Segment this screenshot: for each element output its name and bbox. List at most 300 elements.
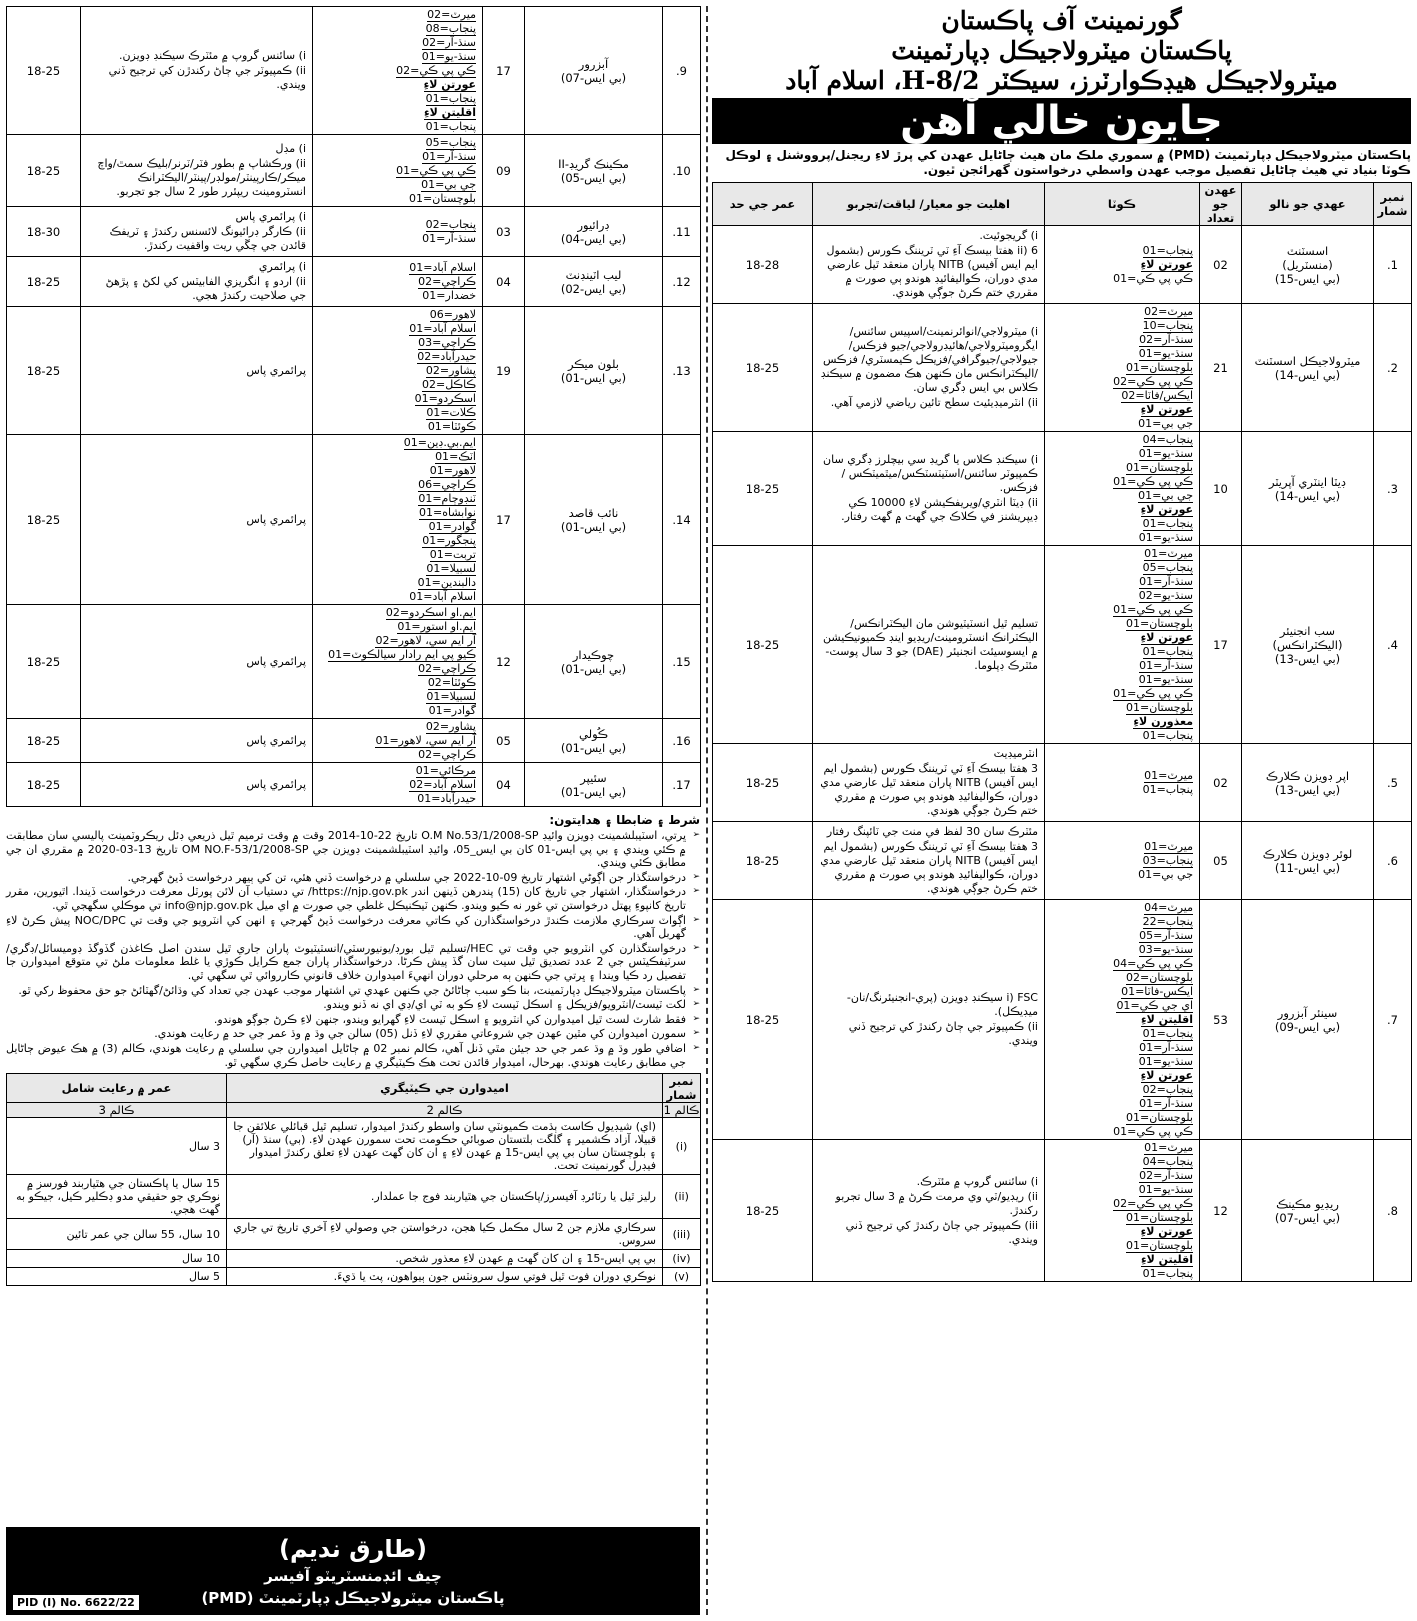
serial-number: 6.	[1374, 822, 1412, 900]
rule-item: ➢ اڳواٽ سرڪاري ملازمت ڪندڙ درخواستگذارن کي ڪاتي معرفت درخواست ڏيڻ گهرجي ۽ انهن کي انٽرويو جي وقت تي NOC/DPC پيش ڪرڻ لاءِ گهربل آهي.	[6, 914, 686, 941]
post-name-line: (بي ايس-07)	[1274, 1210, 1341, 1225]
quota-item: ڪي پي ڪي=01	[1113, 687, 1193, 700]
age-row-relaxation: 5 سال	[7, 1268, 227, 1286]
quota-item: پنجاب=01	[1142, 517, 1193, 530]
quota-item: خضدار=01	[422, 289, 476, 302]
qualification-line: ii) ريڊيو/ٽي وي مرمت ڪرڻ ۾ 3 سال تجربو رکندڙ.	[835, 1189, 1038, 1217]
serial-number: 7.	[1374, 900, 1412, 1140]
post-count: 12	[1200, 1140, 1242, 1282]
quota-item: پنجاب=22	[1142, 915, 1193, 928]
age-limit: 18-25	[713, 546, 813, 744]
quota-item: پنجگور=01	[422, 534, 476, 547]
age-row-relaxation: 10 سال	[7, 1250, 227, 1268]
rule-item: ➢ ڀرتي، اسٽيبلشمينٽ ڊويزن وائيڊ O.M No.53/1/2008-SP تاريخ 22-10-2014 وقت ۾ وقت ترميم ٿيل ذريعي ڊئل ريڪروٽمينٽ پاليسي سان مطابقت ۾ ڪئي ويندي ۽ بي پي ايس-01 کان بي ايس_05، وائيڊ اسٽيبلشمينٽ ڊويزن جي OM NO.F-53/1/2008-SP تاريخ 13-03-2020 ۾ مقرري ان جي مطابق ڪئي ويندي.	[6, 829, 686, 870]
quota-item: بلوچستان=01	[1126, 1111, 1193, 1124]
quota-item: سنڌ-آر=02	[1139, 333, 1193, 346]
qualification-cell	[813, 546, 1045, 744]
quota-item: لاهور=06	[429, 308, 476, 321]
quota-item: ايم.او استور=01	[397, 620, 476, 633]
quota-cell	[313, 135, 483, 207]
qualification-line: پرائمري پاس	[246, 363, 306, 377]
post-name-line: (منسٽريل)	[1282, 257, 1333, 272]
qualification-line: i) گريجوئيٽ.	[979, 229, 1038, 242]
post-name-line: اسسٽنٽ	[1286, 243, 1329, 258]
pid-number: PID (I) No. 6622/22	[12, 1594, 140, 1611]
age-table-body	[7, 1118, 701, 1286]
age-row-number: (iv)	[663, 1250, 701, 1268]
post-name-line: (بي ايس-01)	[560, 784, 627, 799]
serial-number: 5.	[1374, 744, 1412, 822]
qualification-cell	[813, 226, 1045, 304]
quota-item: جي بي=01	[1138, 868, 1193, 881]
left-column	[6, 6, 700, 1615]
post-count: 04	[483, 257, 525, 307]
rule-item: ➢ لکت ٽيسٽ/انٽرويو/فزيڪل ۽ اسڪل ٽيسٽ لاءِ ڪو به ٽي اي/ڊي اي نه ڏنو ويندو.	[6, 998, 686, 1012]
quota-item: پشاور=02	[425, 364, 476, 377]
quota-heading: عورتن لاءِ	[1140, 1225, 1193, 1238]
quota-cell	[1045, 546, 1200, 744]
post-name-line: آبزرور	[578, 56, 609, 71]
post-name	[525, 307, 663, 435]
serial-number: 9.	[663, 7, 701, 135]
quota-item: ڪي پي ڪي=04	[1113, 957, 1193, 970]
right-table-body	[713, 226, 1412, 1282]
post-name-line: (بي ايس-02)	[560, 281, 627, 296]
rule-item: ➢ فقط شارٽ لسٽ ٿيل اميدوارن کي انٽرويو ۽ اسڪل ٽيسٽ لاءِ گهرايو ويندو، جنهن لاءِ ڪرڻ جوڳو هوندو.	[6, 1013, 686, 1027]
post-name-line: (بي ايس-15)	[1274, 271, 1341, 286]
qualification-line: 3 هفتا بيسڪ آءِ ٽي ٽريننگ ڪورس (بشمول ايم ايس آفيس) NITB پاران منعقد ٿيل عارضي مدي دوران، ڪواليفائيڊ هوندو ٻي صورت ۾ مقرري ختم ڪرڻ جوڳي هوندي.	[820, 762, 1038, 817]
quota-item: پنجاب=10	[1142, 319, 1193, 332]
quota-item: ڪي پي ڪي=01	[1113, 1125, 1193, 1138]
quota-item: سنڌ-يو=01	[421, 50, 476, 63]
quota-item: سنڌ-يو=02	[1138, 589, 1193, 602]
post-name	[1242, 546, 1374, 744]
quota-item: اسلام آباد=01	[409, 590, 476, 603]
post-name	[1242, 822, 1374, 900]
quota-item: پنجاب=05	[1142, 561, 1193, 574]
qualification-cell	[813, 744, 1045, 822]
rule-item: ➢ درخواستگذار، اشتهار جي تاريخ کان (15) پندرهن ڏينهن اندر https://njp.gov.pk/ تي دستياب آن لائن پورٽل معرفت درخواست ڏيندا. اٿيورين، مقرر تاريخ کانپوءِ پهتل درخواستن تي غور نه ڪيو ويندو. ڪنهن ٽيڪنيڪل غلطي جي صورت ۾ اي ميل info@njp.gov.pk تي موڪلي سگهجي ٿي.	[6, 885, 686, 912]
table-row	[7, 257, 701, 307]
quota-item: گوادر=01	[428, 520, 476, 533]
quota-item: پنجاب=01	[1142, 729, 1193, 742]
quota-item: پنجاب=01	[1142, 1027, 1193, 1040]
post-count: 17	[483, 435, 525, 605]
post-name-line: (بي ايس-01)	[560, 661, 627, 676]
quota-item: پنجاب=02	[425, 218, 476, 231]
age-limit: 18-25	[713, 822, 813, 900]
qualification-line: ii) ڪارگر ڊرائيونگ لائسنس رکندڙ ۽ ٽريفڪ قائدن جي چڱي ريت واقفيت رکندڙ.	[109, 225, 306, 252]
age-limit: 18-25	[7, 605, 81, 719]
quota-item: پنجاب=02	[1142, 1083, 1193, 1096]
organization-name: پاڪستان ميٽرولاجيڪل ڊپارٽمينٽ (PMD)	[201, 1589, 505, 1607]
right-column	[712, 6, 1411, 1615]
left-table-body	[7, 7, 701, 807]
qualification-line: iii) ڪمپيوٽر جي ڄاڻ رکندڙ کي ترجيح ڏني ويندي.	[845, 1218, 1038, 1246]
quota-item: ميرٽ=01	[1144, 547, 1193, 560]
post-name-line: (بي ايس-14)	[1274, 488, 1341, 503]
qualification-line: ii) ورڪشاپ ۾ بطور فٽر/ٽرنر/بليڪ سمٿ/واچ ميڪر/ڪارپينٽر/مولڊر/پينٽر/اليڪٽرانڪ انسٽرومينٽ ريپئرر طور 2 سال جو تجربو.	[97, 157, 306, 198]
post-count: 09	[483, 135, 525, 207]
quota-cell	[313, 719, 483, 763]
serial-number: 8.	[1374, 1140, 1412, 1282]
quota-item: اسڪردو=01	[414, 392, 476, 405]
qualification-line: ii) ڪمپيوٽر جي ڄاڻ رکندڙن کي ترجيح ڏني ويندي.	[108, 64, 306, 91]
quota-item: ڪاڪل=02	[422, 378, 476, 391]
quota-item: ڪي پي ڪي=02	[1113, 1197, 1193, 1210]
qualification-cell	[813, 304, 1045, 432]
table-row	[713, 822, 1412, 900]
quota-item: ٽنڊوڄام=01	[418, 492, 476, 505]
post-name	[1242, 226, 1374, 304]
table-row	[7, 719, 701, 763]
serial-number: 12.	[663, 257, 701, 307]
post-name-line: بلون ميڪر	[567, 356, 619, 371]
qualification-line: i) سيڪنڊ ڪلاس يا گريڊ سي بيچلرز ڊگري سان ڪمپيوٽر سائنس/اسٽيٽسٽڪس/ميٿميٽڪس / فزڪس.	[823, 453, 1038, 494]
post-name	[1242, 1140, 1374, 1282]
quota-item: ڪراچي=03	[418, 336, 476, 349]
quota-item: مرڪائي=01	[415, 764, 476, 777]
post-name-line: (بي ايس-14)	[1274, 367, 1341, 382]
rule-item: ➢ سمورن اميدوارن کي مٿين عهدن جي شروعاتي مقرري لاءِ ڏنل (05) سالن جي وڌ ۾ وڌ عمر جي حد ۾ رعايت هوندي.	[6, 1027, 686, 1041]
post-count: 17	[1200, 546, 1242, 744]
qualification-line: انٽرميڊيٽ	[993, 747, 1038, 760]
table-row	[7, 435, 701, 605]
quota-cell	[1045, 1140, 1200, 1282]
rule-item: ➢ پاڪستان ميٽرولاجيڪل ڊپارٽمينٽ، بنا ڪو سبب ڄاڻائڻ جي ڪنهن عهدي تي اشتهار موجب عهدن جي تعداد کي وڌائڻ/گهٽائڻ جو حق محفوظ رکي ٿو.	[6, 984, 686, 998]
quota-item: ايڪس-فاٽا=01	[1121, 985, 1193, 998]
post-name-line: (بي ايس-05)	[560, 170, 627, 185]
post-name-line: سئيپر	[580, 770, 607, 785]
serial-number: 2.	[1374, 304, 1412, 432]
post-name-line: (بي ايس-01)	[560, 370, 627, 385]
quota-item: اسلام آباد=01	[409, 322, 476, 335]
table-header-row	[713, 183, 1412, 226]
serial-number: 3.	[1374, 432, 1412, 546]
age-row	[7, 1118, 701, 1175]
age-limit: 18-25	[7, 307, 81, 435]
quota-cell	[1045, 226, 1200, 304]
quota-item: ڪي پي ڪي=01	[396, 164, 476, 177]
age-row	[7, 1175, 701, 1219]
age-limit: 18-25	[713, 1140, 813, 1282]
post-count: 02	[1200, 744, 1242, 822]
quota-item: ميرٽ=01	[1144, 840, 1193, 853]
age-limit: 18-25	[7, 763, 81, 807]
post-count: 05	[1200, 822, 1242, 900]
post-name-line: (بي ايس-01)	[560, 519, 627, 534]
quota-heading: عورتن لاءِ	[1140, 1069, 1193, 1082]
qualification-line: ii) ڪمپيوٽر جي ڄاڻ رکندڙ کي ترجيح ڏني ويندي.	[848, 1020, 1038, 1047]
qualification-line: پرائمري پاس	[246, 654, 306, 668]
serial-number: 13.	[663, 307, 701, 435]
quota-heading: عورتن لاءِ	[423, 78, 476, 91]
quota-item: سنڌ-آر=01	[422, 150, 476, 163]
age-row	[7, 1268, 701, 1286]
qualification-line: ii) اردو ۽ انگريزي الفابيٽس کي لکڻ ۽ پڙهڻ جي صلاحيت رکندڙ هجي.	[105, 275, 306, 302]
age-limit: 18-30	[7, 207, 81, 257]
age-limit: 18-25	[713, 744, 813, 822]
qualification-line: i) پرائمري	[258, 260, 306, 273]
quota-item: ايم.بي.ڊين=01	[403, 436, 476, 449]
quota-cell	[1045, 304, 1200, 432]
table-row	[7, 763, 701, 807]
serial-number: 16.	[663, 719, 701, 763]
quota-heading: عورتن لاءِ	[1140, 403, 1193, 416]
quota-item: حيدرآباد=01	[417, 792, 476, 805]
quota-item: پنجاب=05	[425, 136, 476, 149]
quota-item: ڪراچي=02	[418, 748, 476, 761]
post-name	[525, 719, 663, 763]
post-name-line: (بي ايس-01)	[560, 740, 627, 755]
vacancy-table-left	[6, 6, 701, 807]
quota-item: بلوچستان=01	[1126, 361, 1193, 374]
age-limit: 18-25	[7, 7, 81, 135]
quota-item: جي بي=01	[1138, 489, 1193, 502]
post-name	[525, 207, 663, 257]
quota-item: ڪلات=01	[426, 406, 476, 419]
post-name	[525, 135, 663, 207]
quota-item: بلوچستان=01	[1126, 461, 1193, 474]
post-name-line: (اليڪٽرانڪس)	[1272, 637, 1343, 652]
officer-name: (طارق نديم)	[279, 1535, 427, 1563]
age-row-number: (ii)	[663, 1175, 701, 1219]
quota-heading: اقليتن لاءِ	[424, 106, 476, 119]
quota-item: سنڌ-آر=02	[1139, 1169, 1193, 1182]
post-count: 53	[1200, 900, 1242, 1140]
quota-item: سنڌ-يو=01	[1138, 447, 1193, 460]
post-name	[1242, 304, 1374, 432]
quota-item: ڪي پي ڪي=02	[396, 64, 476, 77]
quota-cell	[313, 763, 483, 807]
quota-item: سنڌ-يو=01	[1138, 531, 1193, 544]
qualification-line: پرائمري پاس	[246, 512, 306, 526]
age-header-no: نمبر شمار	[663, 1074, 701, 1103]
quota-item: ڪي پي ڪي=01	[1113, 475, 1193, 488]
qualification-cell	[813, 432, 1045, 546]
quota-cell	[1045, 900, 1200, 1140]
quota-item: اي جي ڪي=01	[1116, 999, 1193, 1012]
qualification-cell	[813, 900, 1045, 1140]
quota-item: ڪي پي ڪي=02	[1113, 375, 1193, 388]
post-name-line: (بي ايس-11)	[1274, 860, 1341, 875]
post-count: 05	[483, 719, 525, 763]
qualification-line: i) سائنس گروپ ۾ مئٽرڪ.	[916, 1174, 1038, 1188]
quota-item: لسبيلا=01	[426, 562, 476, 575]
quota-item: بلوچستان=01	[1126, 617, 1193, 630]
quota-item: پنجاب=01	[1142, 783, 1193, 796]
age-header-rel: عمر ۾ رعايت شامل	[7, 1074, 227, 1103]
table-row	[713, 900, 1412, 1140]
age-limit: 18-25	[7, 135, 81, 207]
table-row	[713, 1140, 1412, 1282]
quota-item: گوادر=01	[428, 704, 476, 717]
post-name-line: مڪينڪ گريڊ-II	[558, 156, 629, 171]
quota-item: لاهور=01	[429, 464, 476, 477]
quota-item: ڪراچي=02	[418, 662, 476, 675]
age-row	[7, 1250, 701, 1268]
post-name-line: سب انجنيئر	[1279, 623, 1336, 638]
age-row-relaxation: 15 سال يا پاڪستان جي هٿياربند فورسز ۾ نوڪري جو حقيقي مدو ڊڪلير ڪيل، جيڪو به گهٽ هجي.	[7, 1175, 227, 1219]
quota-item: بلوچستان=01	[1126, 1211, 1193, 1224]
quota-item: بلوچستان=01	[1126, 701, 1193, 714]
post-count: 19	[483, 307, 525, 435]
quota-item: ميرٽ=04	[1144, 901, 1193, 914]
header-line-1: گورنمينٽ آف پاڪستان	[941, 6, 1182, 35]
table-row	[7, 307, 701, 435]
quota-item: سنڌ-آر=01	[422, 232, 476, 245]
post-name-line: لوئر ڊويزن ڪلارڪ	[1262, 846, 1353, 861]
quota-item: ايڪس/فاٽا=02	[1121, 389, 1193, 402]
table-row	[7, 605, 701, 719]
age-limit: 18-25	[7, 257, 81, 307]
quota-item: سنڌ-يو=01	[1138, 1055, 1193, 1068]
serial-number: 4.	[1374, 546, 1412, 744]
qualification-line: ii) ڊيٽا انٽري/ويريفڪيشن لاءِ 10000 ڪي ڊيپريشنز في ڪلاڪ جي گهٽ ۾ گهٽ رفتار.	[841, 496, 1038, 523]
age-row	[7, 1219, 701, 1250]
quota-item: بلوچستان=01	[1126, 1239, 1193, 1252]
header-age: عمر جي حد	[713, 183, 813, 226]
quota-item: ميرٽ=02	[427, 8, 476, 21]
age-row-number: (iii)	[663, 1219, 701, 1250]
post-name	[525, 763, 663, 807]
quota-item: دالبندين=01	[417, 576, 476, 589]
post-name-line: ڪُولي	[578, 726, 608, 741]
intro-text: پاڪستان ميٽرولاجيڪل ڊپارٽمينٽ (PMD) ۾ سموري ملڪ مان هيٺ ڄاڻايل عهدن کي پرڙ لاءِ ريجنل/پرووشنل ۽ لوڪل ڪوٽا بنياد تي هيٺ ڄاڻايل تفصيل موجب عهدن واسطي درخواستون گهرائجن ٿيون.	[725, 148, 1411, 177]
quota-heading: عورتن لاءِ	[1140, 258, 1193, 271]
qualification-line: تسليم ٿيل انسٽيٽيوشن مان اليڪٽرانڪس/ اليڪٽرانڪ انسٽرومينٽ/ريڊيو اينڊ ڪميونيڪيشن ۾ ايسوسيئٽ انجنيئر (DAE) جو 3 سال پوسٽ-مئٽرڪ ڊپلوما.	[823, 616, 1038, 672]
qualification-cell	[81, 135, 313, 207]
age-row-number: (i)	[663, 1118, 701, 1175]
quota-item: پنجاب=08	[425, 22, 476, 35]
rules-title: شرط ۽ ضابطا ۽ هدايتون:	[549, 813, 700, 827]
serial-number: 10.	[663, 135, 701, 207]
age-limit: 18-28	[713, 226, 813, 304]
age-limit: 18-25	[713, 432, 813, 546]
post-name-line: ريڊيو مڪينڪ	[1276, 1196, 1339, 1211]
post-count: 10	[1200, 432, 1242, 546]
age-sub-row	[7, 1103, 701, 1118]
post-count: 12	[483, 605, 525, 719]
post-name	[525, 7, 663, 135]
table-row	[713, 744, 1412, 822]
post-count: 03	[483, 207, 525, 257]
post-name	[1242, 900, 1374, 1140]
quota-item: پنجاب=04	[1142, 433, 1193, 446]
quota-item: ڪي پي ڪي=01	[1113, 272, 1193, 285]
quota-item: پنجاب=01	[425, 92, 476, 105]
post-count: 21	[1200, 304, 1242, 432]
quota-item: سنڌ-آر=01	[1139, 1097, 1193, 1110]
qualification-cell	[813, 1140, 1045, 1282]
quota-cell	[1045, 744, 1200, 822]
qualification-cell	[81, 257, 313, 307]
qualification-line: i) FSC سيڪنڊ ڊويزن (پري-انجنيئرنگ/نان-ميڊيڪل).	[846, 991, 1038, 1018]
age-row-category: (اي) شيڊيول ڪاسٽ ٻڌمت ڪميونٽي سان واسطو رکندڙ اميدوار، تسليم ٿيل قبائلي علائقن جا قبيلا، آزاد ڪشمير ۽ گلگت بلتستان صوبائي حڪومت تحت سمورن عهدن لاءِ. (بي) سنڌ (آر) ۽ بلوچستان سان بي پي ايس-15 ۾ عهدن لاءِ ۽ ان کان گهٽ عهدن لاءِ تعلق رکندڙ اميدوار فيڊرل گورنمينٽ تحت.	[227, 1118, 663, 1175]
header-line-3: ميٽرولاجيڪل هيڊڪوارٽرز، سيڪٽر H-8/2، اسلام آباد	[785, 66, 1338, 95]
post-name	[525, 605, 663, 719]
quota-heading: اقليتن لاءِ	[1141, 1013, 1193, 1026]
qualification-line: پرائمري پاس	[246, 733, 306, 747]
table-row	[7, 135, 701, 207]
quota-item: ڪراچي=02	[418, 275, 476, 288]
quota-item: سنڌ-آر=01	[1139, 1041, 1193, 1054]
age-row-relaxation: 10 سال، 55 سالن جي عمر تائين	[7, 1219, 227, 1250]
serial-number: 15.	[663, 605, 701, 719]
table-row	[713, 304, 1412, 432]
quota-item: پنجاب=03	[1142, 854, 1193, 867]
quota-item: اسلام آباد=02	[409, 778, 476, 791]
quota-cell	[313, 207, 483, 257]
post-name-line: (بي ايس-13)	[1274, 651, 1341, 666]
qualification-cell	[81, 307, 313, 435]
post-count: 17	[483, 7, 525, 135]
serial-number: 1.	[1374, 226, 1412, 304]
table-row	[7, 7, 701, 135]
quota-item: سنڌ-آر=01	[1139, 575, 1193, 588]
age-header-cat: اميدوارن جي ڪيٽيگري	[227, 1074, 663, 1103]
quota-item: سنڌ-يو=01	[1138, 347, 1193, 360]
quota-item: سنڌ-آر=05	[1139, 929, 1193, 942]
age-row-relaxation: 3 سال	[7, 1118, 227, 1175]
quota-heading: معذورن لاءِ	[1133, 715, 1193, 728]
quota-item: پنجاب=01	[1142, 1267, 1193, 1280]
post-name-line: نائب قاصد	[568, 505, 619, 520]
qualification-line: ii) 6 هفتا بيسڪ آءِ ٽي ٽريننگ ڪورس (بشمول ايم ايس آفيس) NITB پاران منعقد ٿيل عارضي مدي دوران، ڪواليفائيڊ هوندو ٻي صورت ۾ مقرري ختم ڪرڻ جوڳي هوندي.	[826, 244, 1038, 299]
quota-item: ڪي پي ڪي=01	[1113, 603, 1193, 616]
qualification-line: 3 هفتا بيسڪ آءِ ٽي ٽريننگ ڪورس (بشمول ايم ايس آفيس) NITB پاران منعقد ٿيل عارضي مدي دوران، ڪواليفائيڊ هوندو ٻي صورت ۾ مقرري ختم ڪرڻ جوڳي هوندي.	[820, 840, 1038, 895]
quota-item: ڪوئٽا=01	[427, 420, 476, 433]
header-count: عهدن جو تعداد	[1200, 183, 1242, 226]
qualification-cell	[81, 605, 313, 719]
header-sr: نمبر شمار	[1374, 183, 1412, 226]
quota-item: ايم.او اسڪردو=02	[385, 606, 476, 619]
post-name	[1242, 744, 1374, 822]
rule-item: ➢ درخواستگذار جن اڳوڻي اشتهار تاريخ 09-10-2022 جي سلسلي ۾ درخواست ڏني هئي، تن کي ٻيهر درخواست ڏيڻ گهرجي.	[6, 871, 686, 885]
quota-item: سنڌ-يو=01	[1138, 1183, 1193, 1196]
age-row-number: (v)	[663, 1268, 701, 1286]
header-quota: ڪوٽا	[1045, 183, 1200, 226]
age-limit: 18-25	[713, 304, 813, 432]
quota-cell	[313, 605, 483, 719]
quota-cell	[1045, 432, 1200, 546]
quota-cell	[313, 307, 483, 435]
vacancies-banner: جايون خالي آهن	[712, 98, 1411, 144]
quota-item: پنجاب=01	[1142, 244, 1193, 257]
signature-block	[6, 1527, 700, 1615]
qualification-cell	[813, 822, 1045, 900]
age-limit: 18-25	[7, 719, 81, 763]
quota-item: پشاور=02	[425, 720, 476, 733]
post-name-line: ميٽرولاجيڪل اسسٽنٽ	[1254, 353, 1361, 368]
header-post: عهدي جو نالو	[1242, 183, 1374, 226]
table-row	[713, 226, 1412, 304]
column-divider	[706, 6, 708, 1615]
quota-item: لسبيلا=01	[426, 690, 476, 703]
quota-item: سنڌ-آر=02	[422, 36, 476, 49]
quota-cell	[313, 7, 483, 135]
quota-item: اٽڪ=01	[435, 450, 476, 463]
quota-item: بلوچستان=01	[409, 192, 476, 205]
qualification-cell	[81, 7, 313, 135]
post-name-line: ليب اٽينڊنٽ	[565, 267, 622, 282]
quota-item: پنجاب=01	[1142, 645, 1193, 658]
qualification-cell	[81, 763, 313, 807]
serial-number: 17.	[663, 763, 701, 807]
quota-item: آر ايم سي، لاهور=01	[375, 734, 476, 747]
qualification-cell	[81, 719, 313, 763]
post-count: 04	[483, 763, 525, 807]
